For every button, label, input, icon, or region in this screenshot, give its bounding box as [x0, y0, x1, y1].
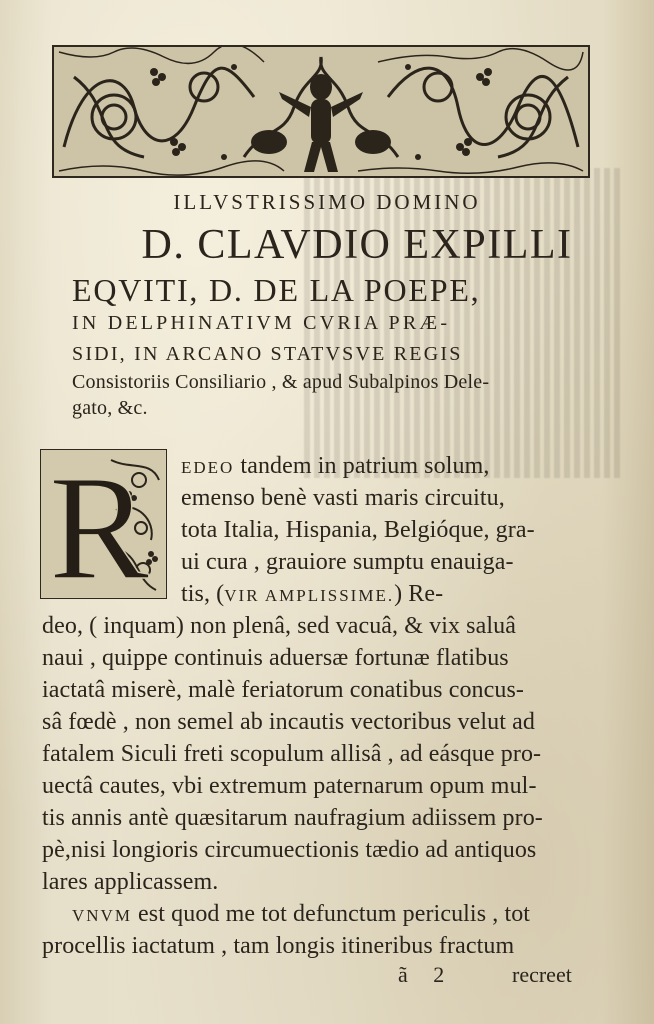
body-line-8: iactatâ miserè, malè feriatorum conatibus concus- [42, 677, 525, 703]
dedication-line-7: gato, &c. [72, 397, 148, 419]
body-line-1 [181, 453, 489, 480]
dedication-line-4: IN DELPHINATIVM CVRIA PRÆ- [72, 312, 451, 334]
dedication-line-6: Consistoriis Consiliario , & apud Subalpinos Dele- [72, 371, 490, 393]
decorated-initial-ornament [41, 450, 165, 597]
body-line-15 [72, 901, 530, 928]
body-line-5-smallcaps: VIR AMPLISSIME. [224, 586, 395, 605]
body-line-1-smallcaps: EDEO [181, 458, 235, 477]
body-line-9: sâ fœdè , non semel ab incautis vectoribus velut ad [42, 709, 535, 735]
dedication-line-3: EQVITI, D. DE LA POEPE, [72, 272, 481, 308]
body-line-4: ui cura , grauiore sumptu enauiga- [181, 549, 514, 575]
body-line-15-smallcaps: VNVM [72, 906, 132, 925]
ornamental-headpiece [52, 45, 590, 178]
body-line-15-rest: est quod me tot defunctum periculis , tot [131, 901, 531, 927]
body-line-7: naui , quippe continuis aduersæ fortunæ flatibus [42, 645, 509, 671]
catchword: recreet [512, 962, 572, 987]
body-line-5 [181, 581, 443, 608]
signature-mark: ã 2 [398, 962, 455, 987]
body-line-13: pè,nisi longioris circumuectionis tædio ad antiquos [42, 837, 537, 863]
body-line-5-post: ) Re- [394, 581, 444, 607]
body-line-12: tis annis antè quæsitarum naufragium adiissem pro- [42, 805, 543, 831]
decorated-initial [40, 449, 167, 599]
initial-letter: R [49, 450, 150, 597]
body-line-14: lares applicassem. [42, 869, 219, 895]
dedication-line-5: SIDI, IN ARCANO STATVSVE REGIS [72, 343, 463, 365]
body-line-5-pre: tis, ( [181, 581, 225, 607]
dedicatee-name: D. CLAVDIO EXPILLI [141, 222, 573, 268]
body-line-1-rest: tandem in patrium solum, [234, 453, 490, 479]
body-line-3: tota Italia, Hispania, Belgióque, gra- [181, 517, 535, 543]
body-line-16: procellis iactatum , tam longis itineribus fractum [42, 933, 515, 959]
body-line-2: emenso benè vasti maris circuitu, [181, 485, 505, 511]
body-line-6: deo, ( inquam) non plenâ, sed vacuâ, & vix saluâ [42, 613, 516, 639]
dedication-line-1: ILLVSTRISSIMO DOMINO [173, 190, 481, 214]
body-line-10: fatalem Siculi freti scopulum allisâ , ad eásque pro- [42, 741, 542, 767]
body-line-11: uectâ cautes, vbi extremum paternarum opum mul- [42, 773, 537, 799]
